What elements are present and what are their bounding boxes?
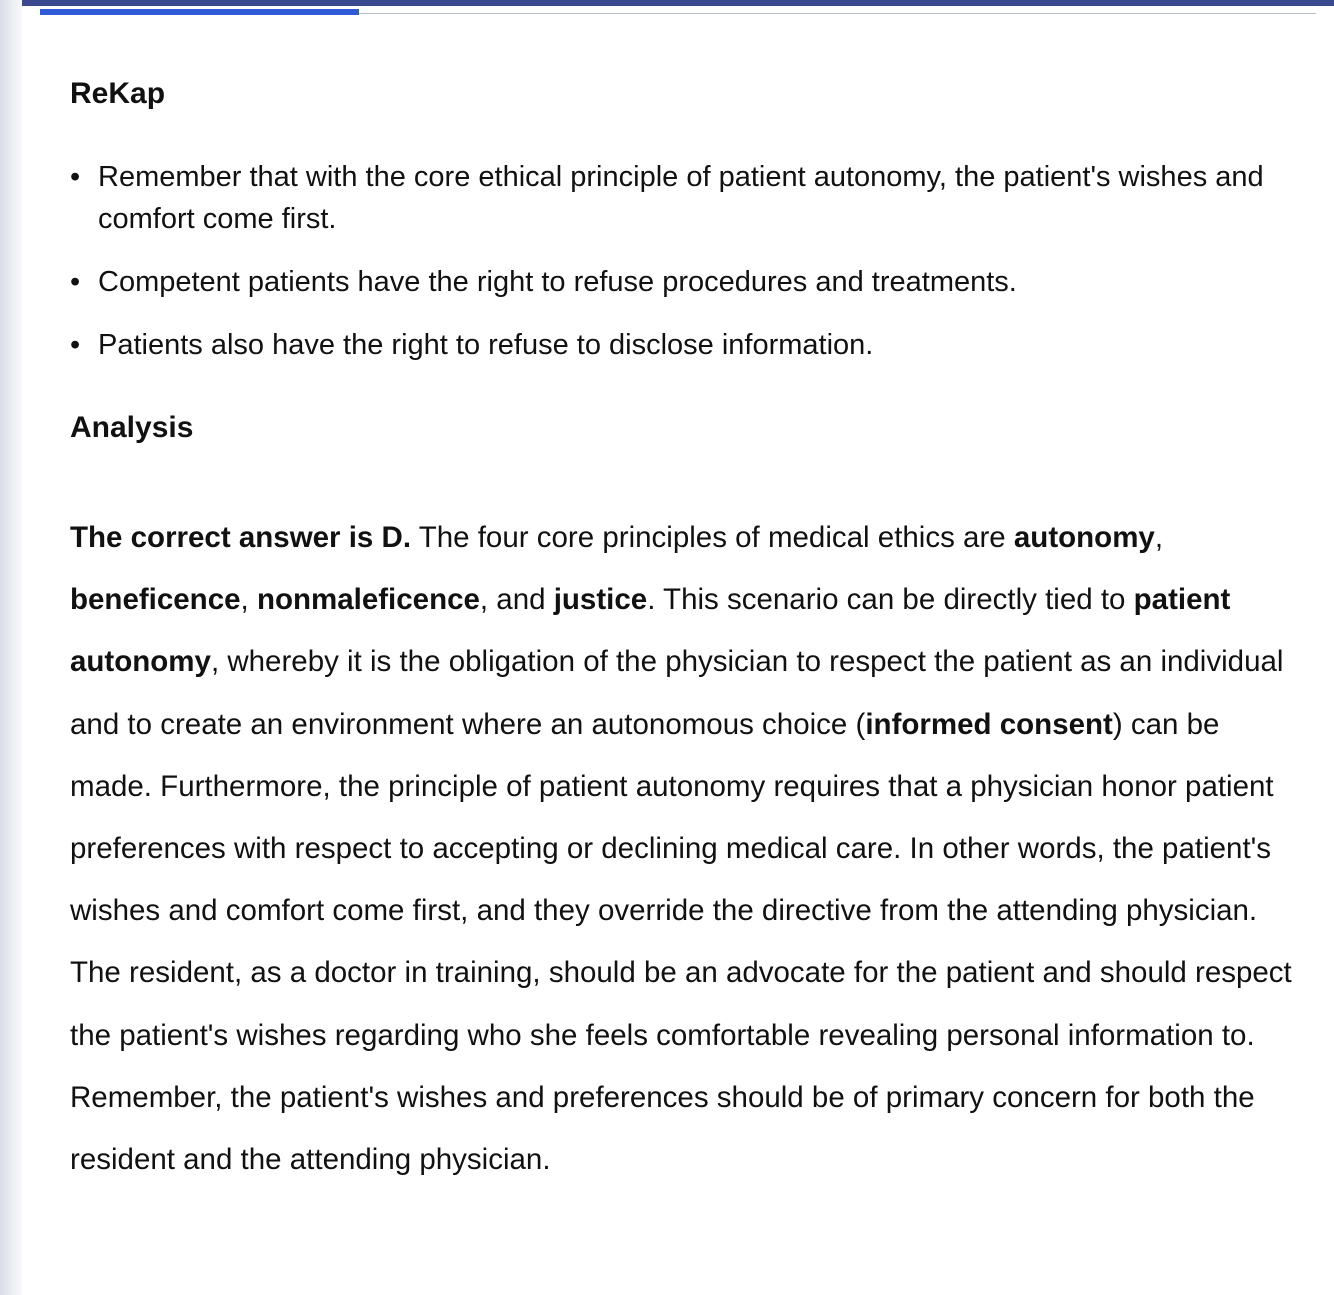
text-run: . This scenario can be directly tied to (647, 583, 1134, 617)
text-run: ) can be made. Furthermore, the principle of patient autonomy requires that a physician honor patient preferences with respect to accepting or declining medical care. In other words, the patient's wishes and comfort come first, and they override the directive from the attending physician. The resident, as a doctor in training, should be an advocate for the patient and should respect the patient's wishes regarding who she feels comfortable revealing personal information to. Remember, the patient's wishes and preferences should be of primary concern for both the resident and the attending physician. (70, 707, 1292, 1177)
bold-term: informed consent (865, 707, 1113, 741)
left-panel-edge (0, 0, 22, 1295)
list-item-text: Patients also have the right to refuse to disclose information. (98, 329, 874, 361)
text-run: , whereby it is the obligation of the physician to respect the patient as an individual and to create an environment where an autonomous choice ( (70, 645, 1284, 741)
rekap-heading: ReKap (70, 77, 166, 110)
bullet-icon: • (70, 161, 81, 193)
list-item (70, 156, 1306, 240)
list-item (70, 261, 1306, 303)
progress-bar (40, 9, 359, 15)
explanation-content (70, 72, 1306, 1191)
bold-term: patient autonomy (70, 583, 1231, 679)
text-run: , (1154, 521, 1164, 554)
list-item-text: Remember that with the core ethical principle of patient autonomy, the patient's wishes and comfort come first. (98, 161, 1264, 235)
text-run: The four core principles of medical ethics are (411, 521, 1014, 554)
rekap-list (70, 156, 1306, 366)
list-item-text: Competent patients have the right to refuse procedures and treatments. (98, 266, 1017, 298)
text-run: , (240, 583, 257, 617)
analysis-paragraph (70, 507, 1306, 1191)
bullet-icon: • (70, 266, 81, 298)
bold-term: nonmaleficence (256, 583, 480, 617)
bold-term: justice (553, 583, 648, 617)
bullet-icon: • (70, 329, 81, 361)
bold-term: beneficence (70, 583, 241, 617)
bold-term: autonomy (1013, 521, 1155, 554)
list-item (70, 324, 1306, 366)
correct-answer-statement: The correct answer is D. (70, 521, 412, 554)
text-run: , and (479, 583, 554, 617)
analysis-heading: Analysis (70, 411, 194, 444)
top-window-strip (0, 0, 1334, 6)
